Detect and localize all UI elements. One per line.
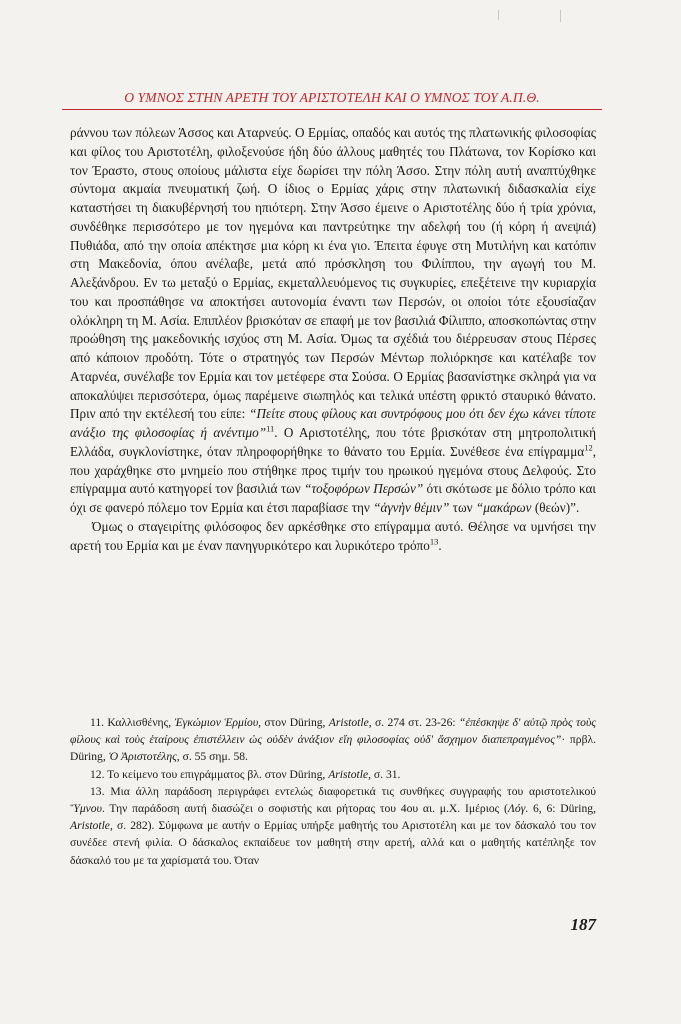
page-number: 187 xyxy=(570,915,596,934)
text-run: · πρβλ. Düring, xyxy=(70,733,596,764)
footnote-11 xyxy=(70,714,596,766)
work-title: Aristotle xyxy=(328,767,369,781)
text-run: , σ. 274 στ. 23-26: xyxy=(368,716,459,729)
text-run: , σ. 55 σημ. 58. xyxy=(176,750,248,764)
text-run: 13. Μια άλλη παράδοση περιγράφει εντελώς διαφορετικά τις συνθήκες συγγραφής του αριστοτελικού xyxy=(90,784,596,798)
work-title: Aristotle xyxy=(70,819,110,833)
running-title: Ο ΥΜΝΟΣ ΣΤΗΝ ΑΡΕΤΗ ΤΟΥ ΑΡΙΣΤΟΤΕΛΗ ΚΑΙ Ο ΥΜΝΟΣ ΤΟΥ Α.Π.Θ. xyxy=(124,90,540,105)
work-title: Ὁ Ἀριστοτέλης xyxy=(108,750,177,764)
work-title: Aristotle xyxy=(328,716,369,729)
work-title: Λόγ xyxy=(507,802,526,816)
scan-mark xyxy=(560,10,561,22)
quotation: “Πείτε στους φίλους και συντρόφους μου ότι δεν έχω κάνει τίποτε ανάξιο της φιλοσοφίας ή ανέντιμο” xyxy=(70,406,596,440)
text-run: . Την παράδοση αυτή διασώζει ο σοφιστής και ρήτορας του 4ου αι. μ.Χ. Ιμέριος ( xyxy=(101,802,508,816)
footnote-ref-11[interactable]: 11 xyxy=(266,423,275,434)
work-title: Ὕμνου xyxy=(70,802,102,816)
footnote-ref-13[interactable]: 13 xyxy=(429,536,439,547)
paragraph-2 xyxy=(70,518,596,556)
quotation: “τοξοφόρων Περσών” xyxy=(304,481,424,497)
text-run: , που χαράχθηκε στο μνημείο που στήθηκε προς τιμήν του ηρωικού ηγεμόνα στους Δελφούς. Στο επίγραμμα αυτό κατηγορεί τον βασιλιά των xyxy=(70,443,596,497)
footnote-13 xyxy=(70,783,596,869)
text-run: . xyxy=(438,537,442,553)
text-run: 11. Καλλισθένης, xyxy=(90,716,175,729)
text-run: , στον Düring, xyxy=(258,716,329,729)
quotation: “ἁγνὴν θέμιν” xyxy=(373,500,450,515)
scan-mark xyxy=(498,10,499,20)
footnote-12 xyxy=(70,766,596,783)
text-run: (θεών)”. xyxy=(531,500,580,515)
quotation: “ἐπέσκηψε δ' αὐτῷ πρὸς τοὺς φίλους καὶ τοὺς ἑταίρους ἐπιστέλλειν ὡς οὐδὲν ἀνάξιον εἴη φιλοσοφίας οὐδ' ἄσχημον διαπεπραγμένος” xyxy=(70,716,596,747)
text-run: , σ. 282). Σύμφωνα με αυτήν ο Ερμίας υπήρξε μαθητής του Αριστοτέλη και με τον δάσκαλό του τον συνέδεε στενή φιλία. Ο δάσκαλος εκπαίδευε τον μαθητή στην αρετή, αλλά και ο μαθητής κατέπληξε τον δάσκαλό του με τα χαρίσματά του. Όταν xyxy=(70,819,596,867)
text-run: ράννου των πόλεων Άσσος και Αταρνεύς. Ο Ερμίας, οπαδός και αυτός της πλατωνικής φιλοσοφίας και φίλος του Αριστοτέλη, φιλοξενούσε ήδη δύο άλλους μαθητές του Πλάτωνα, τον Κορίσκο και τον Έραστο, στους οποίους μάλιστα είχε δωρίσει την πόλη Άσσο. Στην πόλη αυτή αναπτύχθηκε σύντομα ακμαία πνευματική ζωή. Ο ίδιος ο Ερμίας χάρις στην πλατωνική διδασκαλία είχε καταστήσει τη διακυβέρνησή του ηπιότερη. Στην Άσσο έμεινε ο Αριστοτέλης δύο ή τρία χρόνια, συνδέθηκε περισσότερο με τον ηγεμόνα και παντρεύτηκε την αδελφή του (ή κόρη ή ανεψιά) Πυθιάδα, από την οποία απέκτησε μια κόρη κι ένα γιο. Έπειτα έφυγε στη Μυτιλήνη και κατόπιν στη Μακεδονία, όπου ανέλαβε, μετά από πρόσκληση του Φιλίππου, την αγωγή του Μ. Αλεξάνδρου. Εν τω μεταξύ ο Ερμίας, εκμεταλλευόμενος τις συγκυρίες, επεξέτεινε την κυριαρχία του και προσπάθησε να αποκτήσει αυτονομία έναντι των Περσών, οι οποίοι τότε εξουσίαζαν ολόκληρη τη Μ. Ασία. Επιπλέον βρισκόταν σε επαφή με τον βασιλιά Φίλιππο, αποσκοπώντας στην προώθηση της μακεδονικής ισχύος στη Μ. Ασία. Όμως τα σχέδιά του διέρρευσαν στους Πέρσες από κάποιον προδότη. Τότε ο στρατηγός των Περσών Μέντωρ πολιόρκησε και κατέλαβε τον Αταρνέα, συνέλαβε τον Ερμία και τον μετέφερε στα Σούσα. Ο Ερμίας βασανίστηκε σκληρά για να αποκαλύψει περισσότερα, όμως παρέμεινε σιωπηλός και τελικά υπέστη φρικτό σταυρικό θάνατο. Πριν από την εκτέλεσή του είπε: xyxy=(70,125,596,422)
text-run: 12. Το κείμενο του επιγράμματος βλ. στον Düring, xyxy=(90,767,329,781)
footnotes xyxy=(70,714,596,869)
paragraph-1 xyxy=(70,124,596,518)
text-run: Όμως ο σταγειρίτης φιλόσοφος δεν αρκέσθηκε στο επίγραμμα αυτό. Θέλησε να υμνήσει την αρετή του Ερμία και με έναν πανηγυρικότερο και λυρικότερο τρόπο xyxy=(70,518,596,553)
text-run: . 6, 6: Düring, xyxy=(525,802,596,816)
text-run: ότι σκότωσε με δόλιο τρόπο και όχι σε φανερό πόλεμο τον Ερμία και έτσι παραβίασε την xyxy=(70,481,596,515)
text-run: των xyxy=(449,500,476,515)
text-run: , σ. 31. xyxy=(368,767,401,781)
header-rule xyxy=(62,109,602,110)
work-title: Ἐγκώμιον Ἑρμίου xyxy=(174,716,259,729)
quotation: “μακάρων xyxy=(475,500,532,515)
text-run: . Ο Αριστοτέλης, που τότε βρισκόταν στη μητροπολιτική Ελλάδα, συγκλονίστηκε, όταν πληροφορήθηκε το θάνατο του Ερμία. Συνέθεσε ένα επίγραμμα xyxy=(70,425,597,459)
footnote-ref-12[interactable]: 12 xyxy=(584,442,593,453)
main-text xyxy=(70,124,596,555)
